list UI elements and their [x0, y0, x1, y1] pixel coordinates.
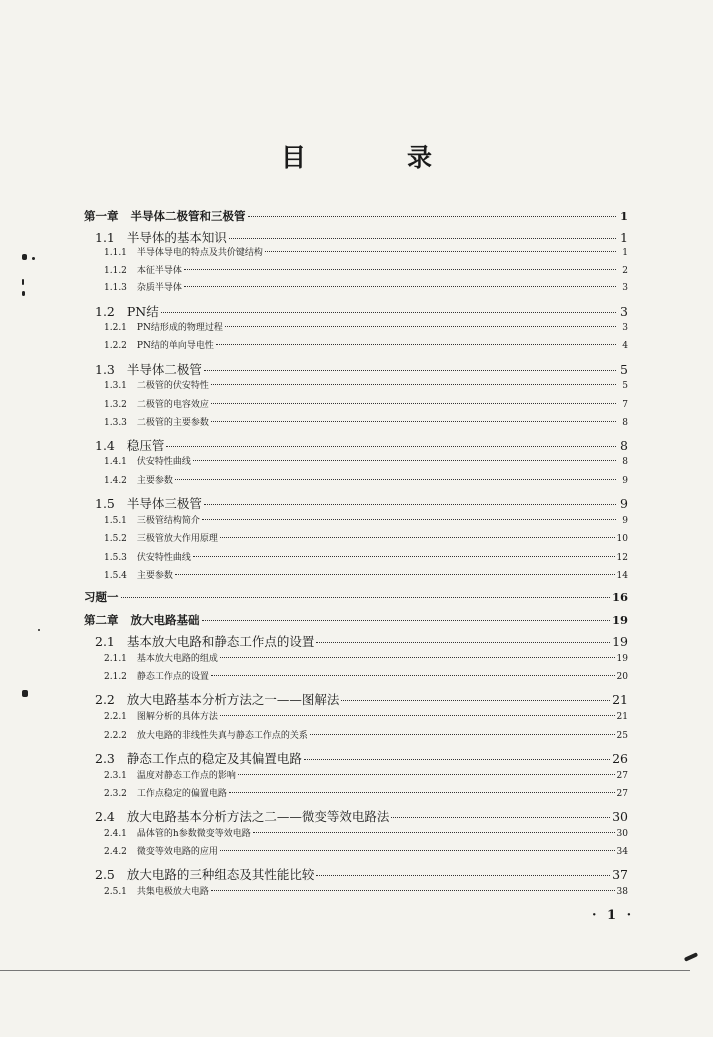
scan-mark — [38, 629, 40, 631]
toc-number: 1.3.2 — [104, 400, 127, 410]
dot-leader — [316, 642, 610, 643]
toc-page: 30 — [616, 829, 628, 839]
toc-section — [95, 865, 628, 883]
toc-title: 基本放大电路和静态工作点的设置 — [126, 634, 315, 649]
toc-page: 9 — [620, 496, 628, 511]
toc-page: 3 — [622, 323, 628, 333]
bottom-rule — [0, 970, 690, 971]
toc-page: 27 — [616, 771, 628, 781]
toc-page: 4 — [622, 341, 628, 351]
toc-page: 1 — [619, 209, 628, 223]
toc-title: 习题一 — [84, 590, 119, 604]
scan-mark — [22, 291, 25, 296]
toc-subsection — [104, 415, 628, 428]
toc-number: 2.5 — [95, 867, 115, 882]
toc-section — [95, 228, 628, 246]
toc-number: 1.3.1 — [104, 381, 127, 391]
toc-page: 14 — [616, 571, 628, 581]
toc-number: 1.4.2 — [104, 476, 127, 486]
dot-leader — [238, 774, 615, 775]
toc-subsection — [104, 245, 628, 258]
scan-mark — [684, 952, 698, 962]
toc-subsection — [104, 397, 628, 410]
toc-title: 静态工作点的设置 — [136, 672, 209, 682]
dot-leader — [193, 556, 615, 557]
toc-subsection — [104, 513, 628, 526]
toc-number: 2.3.1 — [104, 771, 127, 781]
toc-page: 2 — [622, 266, 628, 276]
dot-leader — [211, 890, 615, 891]
toc-page: 27 — [616, 789, 628, 799]
toc-number: 1.5.4 — [104, 571, 127, 581]
toc-subsection — [104, 320, 628, 333]
toc-title: PN结形成的物理过程 — [136, 323, 223, 333]
toc-number: 2.3.2 — [104, 789, 127, 799]
dot-leader — [229, 792, 615, 793]
toc-title: 本征半导体 — [136, 266, 182, 276]
toc-number: 2.4.1 — [104, 829, 127, 839]
dot-leader — [341, 700, 610, 701]
toc-subsection — [104, 786, 628, 799]
toc-subsection — [104, 263, 628, 276]
toc-title: 伏安特性曲线 — [136, 457, 191, 467]
toc-page: 9 — [622, 516, 628, 526]
toc-title: 杂质半导体 — [136, 283, 182, 293]
toc-title: 放大电路的非线性失真与静态工作点的关系 — [136, 731, 308, 741]
toc-page: 12 — [616, 553, 628, 563]
scan-mark — [32, 257, 35, 260]
toc-number: 1.1.1 — [104, 248, 127, 258]
dot-leader — [211, 384, 616, 385]
toc-number: 2.4 — [95, 809, 115, 824]
toc-page: 5 — [622, 381, 628, 391]
dot-leader — [225, 326, 616, 327]
toc-number: 1.1.2 — [104, 266, 127, 276]
toc-subsection — [104, 826, 628, 839]
dot-leader — [304, 759, 610, 760]
toc-page: 38 — [616, 887, 628, 897]
toc-title: 三极管放大作用原理 — [136, 534, 218, 544]
toc-number: 1.2.2 — [104, 341, 127, 351]
toc-title: 二极管的电容效应 — [136, 400, 209, 410]
toc-title: 半导体二极管 — [126, 362, 202, 377]
toc-number: 1.5.1 — [104, 516, 127, 526]
toc-subsection — [104, 844, 628, 857]
toc-subsection — [104, 568, 628, 581]
toc-number: 1.2 — [95, 304, 115, 319]
toc-title: 共集电极放大电路 — [136, 887, 209, 897]
scan-mark — [22, 279, 24, 285]
toc-number: 2.1.2 — [104, 672, 127, 682]
toc-title: 基本放大电路的组成 — [136, 654, 218, 664]
toc-page: 8 — [622, 418, 628, 428]
dot-leader — [211, 675, 615, 676]
toc-number: 1.3 — [95, 362, 115, 377]
toc-title: 伏安特性曲线 — [136, 553, 191, 563]
toc-title: 温度对静态工作点的影响 — [136, 771, 236, 781]
dot-leader — [175, 479, 616, 480]
toc-title: 二极管的伏安特性 — [136, 381, 209, 391]
toc-subsection — [104, 884, 628, 897]
toc-page: 9 — [622, 476, 628, 486]
toc-page: 20 — [616, 672, 628, 682]
toc-number: 2.2.1 — [104, 712, 127, 722]
toc-page: 21 — [612, 692, 628, 707]
toc-title: 工作点稳定的偏置电路 — [136, 789, 227, 799]
dot-leader — [202, 620, 610, 621]
dot-leader — [204, 370, 616, 371]
toc-title: 主要参数 — [136, 571, 173, 581]
toc-page: 8 — [620, 438, 628, 453]
toc-number: 1.1 — [95, 230, 115, 245]
dot-leader — [310, 734, 615, 735]
toc-page: 3 — [620, 304, 628, 319]
dot-leader — [220, 850, 615, 851]
toc-number: 1.5.2 — [104, 534, 127, 544]
toc-title: 放大电路的三种组态及其性能比较 — [126, 867, 315, 882]
toc-page: 19 — [616, 654, 628, 664]
toc-title: 微变等效电路的应用 — [136, 847, 218, 857]
dot-leader — [204, 504, 616, 505]
dot-leader — [265, 251, 616, 252]
toc-title: 主要参数 — [136, 476, 173, 486]
toc-title: PN结 — [126, 304, 159, 319]
toc-section — [95, 807, 628, 825]
toc-subsection — [104, 378, 628, 391]
toc-title: 图解分析的具体方法 — [136, 712, 218, 722]
toc-title: 晶体管的h参数微变等效电路 — [136, 829, 251, 839]
toc-section — [95, 690, 628, 708]
toc-number: 2.2.2 — [104, 731, 127, 741]
toc-number: 1.5.3 — [104, 553, 127, 563]
dot-leader — [220, 537, 615, 538]
toc-subsection — [104, 651, 628, 664]
dot-leader — [121, 597, 610, 598]
toc-title: 三极管结构简介 — [136, 516, 200, 526]
dot-leader — [220, 715, 615, 716]
toc-number: 1.2.1 — [104, 323, 127, 333]
toc-page: 21 — [616, 712, 628, 722]
dot-leader — [253, 832, 615, 833]
toc-number: 1.1.3 — [104, 283, 127, 293]
toc-chapter — [84, 208, 628, 224]
toc-page: 37 — [612, 867, 628, 882]
toc-number: 2.4.2 — [104, 847, 127, 857]
toc-page: 34 — [616, 847, 628, 857]
toc-number: 1.4.1 — [104, 457, 127, 467]
dot-leader — [184, 269, 616, 270]
toc-section — [95, 302, 628, 320]
toc-page: 7 — [622, 400, 628, 410]
toc-title: PN结的单向导电性 — [136, 341, 214, 351]
toc-subsection — [104, 531, 628, 544]
dot-leader — [193, 460, 616, 461]
dot-leader — [161, 312, 616, 313]
toc-title: 放大电路基本分析方法之一——图解法 — [126, 692, 340, 707]
toc-page: 25 — [616, 731, 628, 741]
toc-number: 2.1 — [95, 634, 115, 649]
scan-mark — [22, 690, 28, 697]
toc-page: 1 — [622, 248, 628, 258]
toc-number: 2.5.1 — [104, 887, 127, 897]
toc-title: 放大电路基本分析方法之二——微变等效电路法 — [126, 809, 390, 824]
toc-subsection — [104, 709, 628, 722]
toc-chapter — [84, 589, 628, 605]
toc-section — [95, 494, 628, 512]
toc-page: 5 — [620, 362, 628, 377]
toc-title: 静态工作点的稳定及其偏置电路 — [126, 751, 302, 766]
toc-number: 2.3 — [95, 751, 115, 766]
toc-subsection — [104, 550, 628, 563]
toc-subsection — [104, 728, 628, 741]
toc-page: 8 — [622, 457, 628, 467]
toc-page: 19 — [611, 613, 628, 627]
toc-page: 10 — [616, 534, 628, 544]
dot-leader — [166, 446, 616, 447]
toc-page: 3 — [622, 283, 628, 293]
toc-title: 半导体的基本知识 — [126, 230, 227, 245]
toc-section — [95, 436, 628, 454]
dot-leader — [229, 238, 616, 239]
toc-title: 半导体导电的特点及共价键结构 — [136, 248, 263, 258]
toc-subsection — [104, 473, 628, 486]
toc-number: 1.5 — [95, 496, 115, 511]
toc-number: 1.4 — [95, 438, 115, 453]
toc-chapter — [84, 612, 628, 628]
page-title: 目 录 — [280, 143, 470, 172]
toc-number: 第一章 — [84, 209, 119, 223]
toc-section — [95, 749, 628, 767]
page-number: · 1 · — [592, 908, 635, 923]
toc-subsection — [104, 454, 628, 467]
toc-section — [95, 632, 628, 650]
toc-title: 半导体二极管和三极管 — [130, 209, 246, 223]
dot-leader — [211, 421, 616, 422]
toc-page: 1 — [620, 230, 628, 245]
toc-page: 30 — [612, 809, 628, 824]
toc-subsection — [104, 768, 628, 781]
dot-leader — [216, 344, 616, 345]
toc-page: 16 — [611, 590, 628, 604]
dot-leader — [184, 286, 616, 287]
toc-title: 稳压管 — [126, 438, 165, 453]
toc-subsection — [104, 338, 628, 351]
scan-mark — [22, 254, 27, 260]
toc-number: 2.1.1 — [104, 654, 127, 664]
dot-leader — [202, 519, 616, 520]
toc-subsection — [104, 280, 628, 293]
toc-page: 26 — [612, 751, 628, 766]
toc-number: 第二章 — [84, 613, 119, 627]
toc-number: 2.2 — [95, 692, 115, 707]
dot-leader — [220, 657, 615, 658]
dot-leader — [316, 875, 610, 876]
toc-title: 半导体三极管 — [126, 496, 202, 511]
toc-page: 19 — [612, 634, 628, 649]
dot-leader — [248, 216, 617, 217]
dot-leader — [175, 574, 615, 575]
toc-number: 1.3.3 — [104, 418, 127, 428]
dot-leader — [211, 403, 616, 404]
toc-title: 放大电路基础 — [130, 613, 200, 627]
toc-section — [95, 360, 628, 378]
dot-leader — [391, 817, 610, 818]
toc-title: 二极管的主要参数 — [136, 418, 209, 428]
toc-subsection — [104, 669, 628, 682]
